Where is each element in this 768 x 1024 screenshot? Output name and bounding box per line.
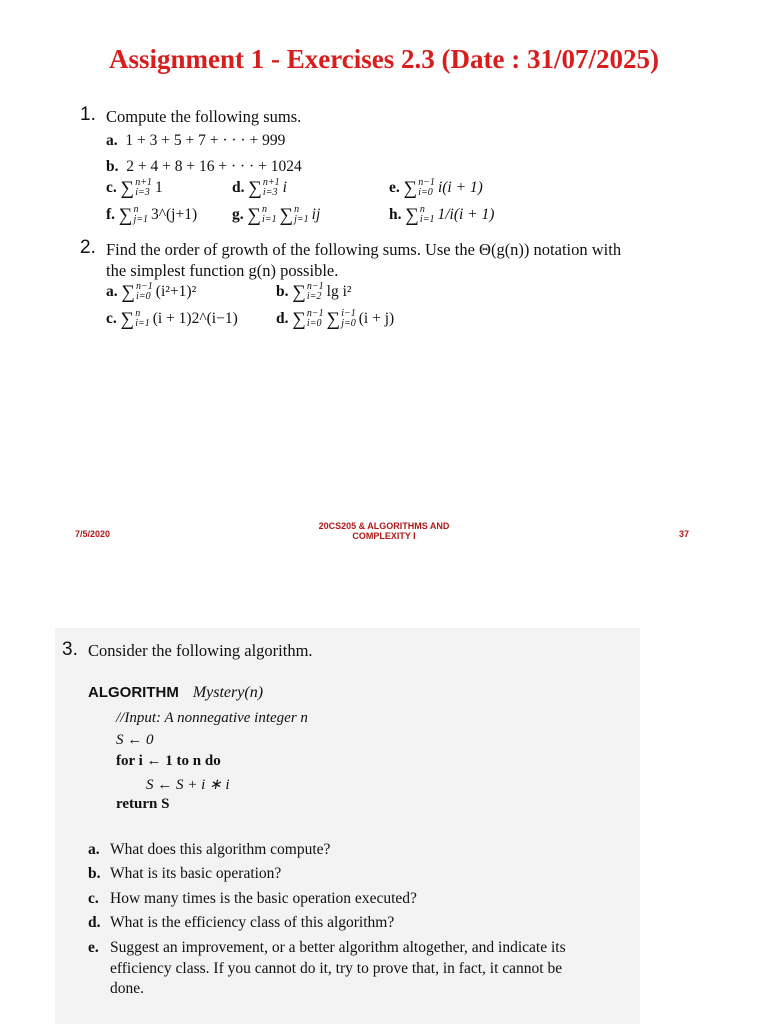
question-3-prompt: Consider the following algorithm. <box>88 641 313 660</box>
footer-course-line-1: 20CS205 & ALGORITHMS AND <box>318 521 450 531</box>
algorithm-keyword: ALGORITHM <box>88 684 179 701</box>
q1-item-c: c. ∑ n+1 i=3 1 <box>106 177 163 199</box>
code-line-5: return S <box>116 796 170 812</box>
footer-course <box>300 521 468 541</box>
question-2-line-2: the simplest function g(n) possible. <box>106 261 339 280</box>
code-line-3: for i ← 1 to n do <box>116 753 221 769</box>
code-line-2: S ← 0 <box>116 732 154 748</box>
code-line-1: //Input: A nonnegative integer n <box>116 710 308 726</box>
q1-b-expression: 2 + 4 + 8 + 16 + · · · + 1024 <box>126 158 302 175</box>
q2-item-c: c. ∑ n i=1 (i + 1)2^(i−1) <box>106 308 238 330</box>
q1-item-h: h. ∑ n i=1 1/i(i + 1) <box>389 204 495 226</box>
q1-item-a: a. 1 + 3 + 5 + 7 + · · · + 999 <box>106 132 286 149</box>
q2-item-d: d. ∑ n−1 i=0 ∑ i−1 j=0 (i + j) <box>276 308 395 330</box>
algorithm-name: Mystery(n) <box>192 684 264 701</box>
q1-item-b: b. 2 + 4 + 8 + 16 + · · · + 1024 <box>106 158 302 175</box>
page-title: Assignment 1 - Exercises 2.3 (Date : 31/07/2025) <box>109 44 659 74</box>
q3-question-e-line-3: done. <box>110 980 145 997</box>
question-1-prompt: Compute the following sums. <box>106 107 302 126</box>
footer-course-line-2: COMPLEXITY I <box>352 531 416 541</box>
q2-item-b: b. ∑ n−1 i=2 lg i² <box>276 281 352 303</box>
footer-page-number: 37 <box>679 529 690 539</box>
q1-item-g: g. ∑ n i=1 ∑ n j=1 ij <box>232 204 321 226</box>
q3-question-d: d. What is the efficiency class of this algorithm? <box>88 914 395 931</box>
q3-question-e: e. Suggest an improvement, or a better algorithm altogether, and indicate its <box>88 939 566 956</box>
q3-question-a: a. What does this algorithm compute? <box>88 841 331 858</box>
footer-date: 7/5/2020 <box>75 529 111 539</box>
algorithm-header <box>88 684 263 702</box>
question-2-number: 2. <box>80 237 96 258</box>
question-3 <box>62 639 78 661</box>
question-1 <box>80 104 96 126</box>
q1-item-f: f. ∑ n j=1 3^(j+1) <box>106 204 198 226</box>
q3-question-c: c. How many times is the basic operation executed? <box>88 890 417 907</box>
question-2 <box>80 237 96 259</box>
q3-question-b: b. What is its basic operation? <box>88 865 282 882</box>
question-2-line-1: Find the order of growth of the following sums. Use the Θ(g(n)) notation with <box>106 240 622 259</box>
question-3-number: 3. <box>62 639 78 660</box>
q1-a-expression: 1 + 3 + 5 + 7 + · · · + 999 <box>125 132 286 149</box>
question-1-number: 1. <box>80 104 96 125</box>
q3-question-e-line-2: efficiency class. If you cannot do it, try to prove that, in fact, it cannot be <box>110 960 563 977</box>
q1-item-e: e. ∑ n−1 i=0 i(i + 1) <box>389 177 483 199</box>
code-line-4: S ← S + i ∗ i <box>146 777 230 793</box>
q1-item-d: d. ∑ n+1 i=3 i <box>232 177 287 199</box>
q2-item-a: a. ∑ n−1 i=0 (i²+1)² <box>106 281 197 303</box>
